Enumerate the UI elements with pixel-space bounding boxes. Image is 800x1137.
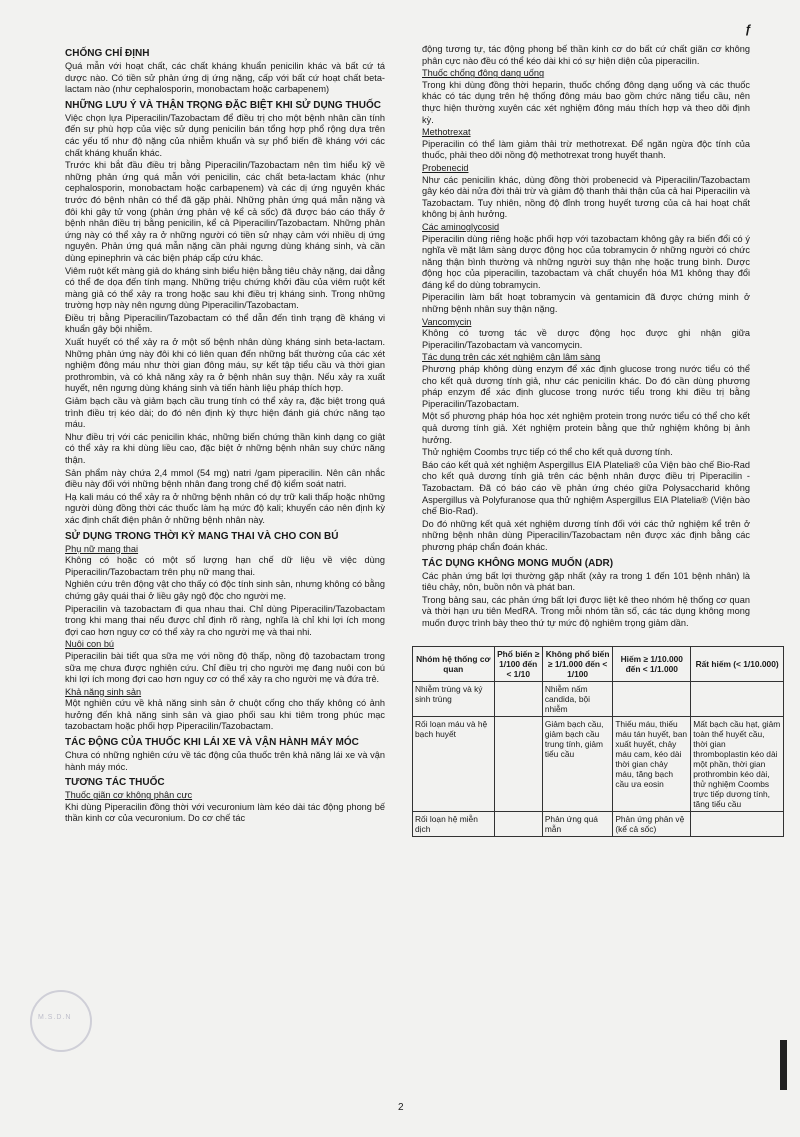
paragraph: Trước khi bắt đầu điều trị bằng Piperacilin/Tazobactam nên tìm hiểu kỹ về những phản ứng quá mẫn với penicilin, các chất beta-lactam khác (như cephalosporin, monobactam hoặc carbapenem) và các dị ứng nguyên khác trước đó bệnh nhân có thể đã gặp phải. Những phản ứng quá mẫn nặng và đôi khi gây tử vong (phản ứng phản vệ kể cả sốc) đã được báo cáo thấy ở bệnh nhân điều trị bằng penicilin, kể cả Piperacilin/Tazobactam. Những phản ứng này có thể xảy ra ở những người có tiền sử nhạy cảm với nhiều dị ứng nguyên. Phản ứng quá mẫn nặng cần phải ngưng dùng kháng sinh, và cần dùng epinephrin và các biện pháp cấp cứu khác. xyxy=(65,160,385,263)
table-cell xyxy=(494,811,542,836)
table-header-cell: Phổ biến ≥ 1/100 đến < 1/10 xyxy=(494,646,542,681)
paragraph: Báo cáo kết quả xét nghiệm Aspergillus EIA Platelia® của Viện bào chế Bio-Rad cho kết quả dương tính giả trên các bệnh nhân được điều trị Piperacilin - Tazobactam. Đã có báo cáo về phản ứng chéo giữa Polysaccharid không Aspergillus và Polyfuranose qua thử nghiệm Aspergillus EIA Platelia® (Viện bào chế Bio-Rad). xyxy=(422,459,750,517)
table-cell: Phản ứng phản vệ (kể cả sốc) xyxy=(613,811,691,836)
table-cell: Rối loạn máu và hệ bạch huyết xyxy=(413,716,495,811)
subheading: Khả năng sinh sản xyxy=(65,686,142,697)
stamp-text: M.S.D.N xyxy=(38,1014,72,1021)
paragraph: Xuất huyết có thể xảy ra ở một số bệnh nhân dùng kháng sinh beta-lactam. Những phản ứng này đôi khi có liên quan đến những bất thường của các xét nghiệm đông máu như thời gian đông máu, sự kết tập tiểu cầu và thời gian prothrombin, và có khả năng xảy ra ở bệnh nhân suy thận. Nếu xảy ra xuất huyết, nên ngưng dùng kháng sinh và tiến hành liệu pháp thích hợp. xyxy=(65,337,385,394)
paragraph: Sản phẩm này chứa 2,4 mmol (54 mg) natri /gam piperacilin. Nên cân nhắc điều này đối với những bệnh nhân đang trong chế độ kiểm soát natri. xyxy=(65,467,385,490)
page-number: 2 xyxy=(398,1102,404,1113)
table-cell xyxy=(494,716,542,811)
table-header-row xyxy=(413,646,784,681)
paragraph: Thử nghiệm Coombs trực tiếp có thể cho kết quả dương tính. xyxy=(422,447,673,458)
table-cell: Giảm bạch cầu, giảm bạch cầu trung tính, giảm tiểu cầu xyxy=(542,716,612,811)
paragraph: Trong khi dùng đồng thời heparin, thuốc chống đông dạng uống và các thuốc khác có tác dụng trên hệ thống đông máu bao gồm chức năng tiểu cầu, nên thực hiện thường xuyên các xét nghiệm đông máu thích hợp và theo dõi định kỳ. xyxy=(422,79,750,125)
table-header-cell: Hiếm ≥ 1/10.000 đến < 1/1.000 xyxy=(613,646,691,681)
paragraph: Viêm ruột kết màng giả do kháng sinh biểu hiện bằng tiêu chảy nặng, dai dẳng có thể đe dọa đến tính mạng. Những triệu chứng khởi đầu của viêm ruột kết màng giả có thể xảy ra trong hoặc sau khi điều trị kháng sinh. Trong những trường hợp này nên ngưng dùng Piperacilin/Tazobactam. xyxy=(65,265,385,311)
table-cell: Thiếu máu, thiếu máu tán huyết, ban xuất huyết, chảy máu cam, kéo dài thời gian chảy máu, tăng bạch cầu ưa eosin xyxy=(613,716,691,811)
paragraph: Việc chọn lựa Piperacilin/Tazobactam để điều trị cho một bệnh nhân cần tính đến sự phù hợp của việc sử dụng penicilin bán tổng hợp phổ rộng dựa trên các yếu tố như độ nặng của nhiễm khuẩn và sự phổ biến đề kháng với các chất kháng khuẩn khác. xyxy=(65,112,385,158)
paragraph: Các phản ứng bất lợi thường gặp nhất (xảy ra trong 1 đến 101 bệnh nhân) là tiêu chảy, nôn, buồn nôn và phát ban. xyxy=(422,570,750,593)
left-column xyxy=(65,44,385,826)
edge-bar xyxy=(780,1040,787,1090)
paragraph: Điều trị bằng Piperacilin/Tazobactam có thể dẫn đến tình trạng đề kháng vi khuẩn gây bội nhiễm. xyxy=(65,312,385,335)
section-title-adr: TÁC DỤNG KHÔNG MONG MUỐN (ADR) xyxy=(422,557,614,569)
table-row xyxy=(413,811,784,836)
paragraph: Piperacilin dùng riêng hoặc phối hợp với tazobactam không gây ra biến đổi có ý nghĩa về mặt lâm sàng dược động học của tobramycin ở những người có chức năng thận bình thường và những người suy thận nhẹ hoặc trung bình. Dược động học của piperacilin, tazobactam và chất chuyển hóa M1 không thay đổi đáng kể do dùng tobramycin. xyxy=(422,233,750,290)
paragraph: Hạ kali máu có thể xảy ra ở những bệnh nhân có dự trữ kali thấp hoặc những người dùng đồng thời các thuốc làm hạ mức độ kali; khuyến cáo nên định kỳ xác định chất điện phân ở những bệnh nhân này. xyxy=(65,491,385,525)
paragraph: Như các penicilin khác, dùng đồng thời probenecid và Piperacilin/Tazobactam gây kéo dài nửa đời thải trừ và giảm độ thanh thải thận của cả hai Piperacilin và Tazobactam. Tuy nhiên, nồng độ đỉnh trong huyết tương của cả hai hoạt chất không bị ảnh hưởng. xyxy=(422,174,750,220)
section-title-driving: TÁC ĐỘNG CỦA THUỐC KHI LÁI XE VÀ VẬN HÀNH MÁY MÓC xyxy=(65,737,359,749)
paragraph: Nghiên cứu trên động vật cho thấy có độc tính sinh sản, nhưng không có bằng chứng gây quái thai ở liều gây ngộ độc cho người mẹ. xyxy=(65,579,385,601)
subheading: Nuôi con bú xyxy=(65,639,115,650)
paragraph: Một nghiên cứu về khả năng sinh sản ở chuột cống cho thấy không có ảnh hưởng đến khả năng sinh sản và giao phối sau khi tiêm trong phúc mạc tazobactam hoặc phối hợp Piperacilin/Tazobactam. xyxy=(65,698,385,732)
right-column xyxy=(415,44,781,837)
paragraph: Piperacilin bài tiết qua sữa mẹ với nồng độ thấp, nồng độ tazobactam trong sữa mẹ chưa được nghiên cứu. Chỉ điều trị cho người mẹ đang nuôi con bú khi lợi ích mong đợi cao hơn nguy cơ có thể xảy ra cho người mẹ và đứa trẻ. xyxy=(65,650,385,685)
adr-table xyxy=(412,646,784,837)
table-header-cell: Rất hiếm (< 1/10.000) xyxy=(691,646,784,681)
subheading: Thuốc chống đông dạng uống xyxy=(422,68,545,79)
subheading: Tác dụng trên các xét nghiệm cận lâm sàng xyxy=(422,352,601,363)
table-header-cell: Nhóm hệ thống cơ quan xyxy=(413,646,495,681)
table-cell: Rối loạn hệ miễn dịch xyxy=(413,811,495,836)
section-title-contraindications: CHỐNG CHỈ ĐỊNH xyxy=(65,48,150,59)
paragraph: Piperacilin và tazobactam đi qua nhau thai. Chỉ dùng Piperacilin/Tazobactam trong khi mang thai nếu được chỉ định rõ ràng, nghĩa là chỉ khi lợi ích mong đợi cao hơn nguy cơ có thể xảy ra cho người mẹ và thai nhi. xyxy=(65,603,385,637)
paragraph: Quá mẫn với hoạt chất, các chất kháng khuẩn penicilin khác và bất cứ tá dược nào. Có tiền sử phản ứng dị ứng nặng, cấp với bất cứ hoạt chất beta-lactam nào (như cephalosporin, monobactam hoặc carbapenem) xyxy=(65,61,385,95)
subheading: Vancomycin xyxy=(422,316,472,327)
subheading: Các aminoglycosid xyxy=(422,221,500,232)
paragraph: Không có hoặc có một số lượng hạn chế dữ liệu về việc dùng Piperacilin/Tazobactam trên phụ nữ mang thai. xyxy=(65,555,385,577)
table-cell xyxy=(691,681,784,716)
table-cell: Phản ứng quá mẫn xyxy=(542,811,612,836)
table-cell: Nhiễm trùng và ký sinh trùng xyxy=(413,681,495,716)
table-cell: Mất bạch cầu hạt, giảm toàn thể huyết cầu, thời gian thromboplastin kéo dài một phần, thời gian prothrombin kéo dài, thử nghiệm Coombs trực tiếp dương tính, tăng tiểu cầu xyxy=(691,716,784,811)
subheading: Thuốc giãn cơ không phân cực xyxy=(65,790,193,801)
paragraph: Khi dùng Piperacilin đồng thời với vecuronium làm kéo dài tác động phong bế thần kinh cơ của vecuronium. Do cơ chế tác xyxy=(65,801,385,824)
corner-mark: ƒ xyxy=(745,22,752,36)
paragraph: Không có tương tác về dược động học được ghi nhận giữa Piperacilin/Tazobactam và vancomycin. xyxy=(422,328,750,350)
seal-stamp xyxy=(30,990,92,1052)
table-cell xyxy=(613,681,691,716)
paragraph: Chưa có những nghiên cứu về tác động của thuốc trên khả năng lái xe và vận hành máy móc. xyxy=(65,750,385,772)
paragraph: Piperacilin có thể làm giảm thải trừ methotrexat. Để ngăn ngừa độc tính của thuốc, phải theo dõi nồng độ methotrexat trong huyết thanh. xyxy=(422,138,750,161)
paragraph: Trong bảng sau, các phản ứng bất lợi được liệt kê theo nhóm hệ thống cơ quan và thời hạn ưu tiên MedRA. Trong mỗi nhóm tần số, các tác dụng không mong muốn được trình bày theo thứ tự mức độ nghiêm trọng giảm dần. xyxy=(422,594,750,628)
paragraph: động tương tự, tác động phong bế thần kinh cơ do bất cứ chất giãn cơ không phân cực nào đều có thể kéo dài khi có sự hiện diện của piperacilin. xyxy=(422,44,750,66)
table-cell: Nhiễm nấm candida, bội nhiễm xyxy=(542,681,612,716)
table-header-cell: Không phổ biến ≥ 1/1.000 đến < 1/100 xyxy=(542,646,612,681)
paragraph: Piperacilin làm bất hoạt tobramycin và gentamicin đã được chứng minh ở những bệnh nhân suy thận nặng. xyxy=(422,292,750,315)
paragraph: Giảm bạch cầu và giảm bạch cầu trung tính có thể xảy ra, đặc biệt trong quá trình điều trị kéo dài; do đó nên định kỳ thực hiện đánh giá chức năng tạo máu. xyxy=(65,396,385,430)
table-cell xyxy=(494,681,542,716)
subheading: Methotrexat xyxy=(422,127,471,138)
paragraph: Phương pháp không dùng enzym để xác định glucose trong nước tiểu có thể cho kết quả dương tính giả, như các penicilin khác. Do đó cần dùng phương pháp enzym để xác định glucose trong nước tiểu trong khi điều trị bằng Piperacilin/Tazobactam. xyxy=(422,364,750,409)
paragraph: Một số phương pháp hóa học xét nghiệm protein trong nước tiểu có thể cho kết quả dương tính giả. Xét nghiệm protein bằng que thử nghiệm không bị ảnh hưởng. xyxy=(422,411,750,445)
subheading: Phụ nữ mang thai xyxy=(65,543,139,554)
paragraph: Như điều trị với các penicilin khác, những biến chứng thần kinh dạng co giật có thể xảy ra khi dùng liều cao, đặc biệt ở những bệnh nhân suy chức năng thận. xyxy=(65,431,385,465)
section-title-precautions: NHỮNG LƯU Ý VÀ THẬN TRỌNG ĐẶC BIỆT KHI SỬ DỤNG THUỐC xyxy=(65,99,381,111)
section-title-pregnancy: SỬ DỤNG TRONG THỜI KỲ MANG THAI VÀ CHO CON BÚ xyxy=(65,530,339,542)
table-cell xyxy=(691,811,784,836)
table-row xyxy=(413,681,784,716)
paragraph: Do đó những kết quả xét nghiệm dương tính đối với các thử nghiệm kể trên ở những bệnh nhân dùng Piperacilin/Tazobactam nên được xác định bằng các phương pháp chẩn đoán khác. xyxy=(422,518,750,552)
table-row xyxy=(413,716,784,811)
subheading: Probenecid xyxy=(422,162,469,173)
section-title-interactions: TƯƠNG TÁC THUỐC xyxy=(65,777,165,789)
